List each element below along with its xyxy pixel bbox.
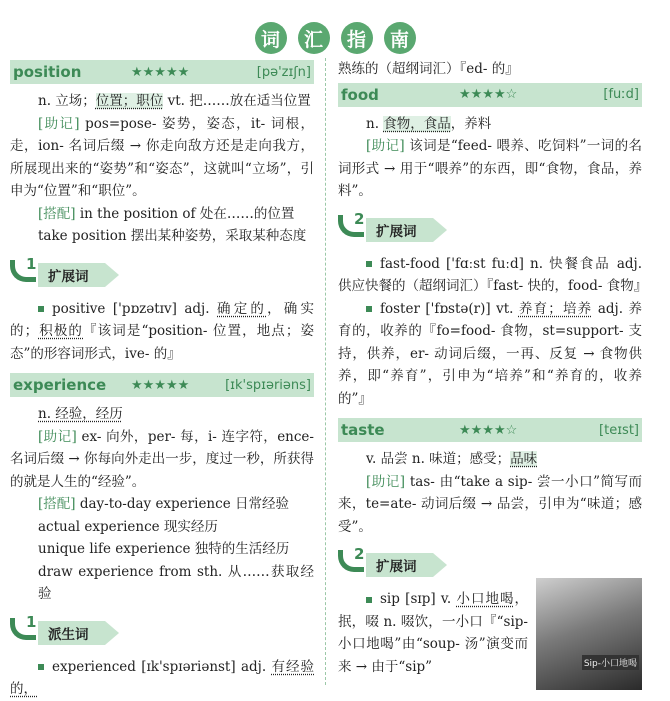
note-text: ex- 向外，per- 每，i- 连字符，ence- 名词后缀 → 你每向外走出一步，度过一秒，所获得的就是人生的“经验”。	[10, 428, 314, 490]
mnemonic-note	[338, 471, 642, 539]
ext-text: ，确实的；	[10, 300, 315, 339]
ext-number: 2	[354, 545, 365, 563]
bullet-icon	[38, 306, 44, 312]
phonetic: [ɪk'spɪəriəns]	[225, 377, 311, 393]
bullet-icon	[366, 306, 372, 312]
column-divider	[325, 58, 326, 685]
ext-text: 『该词是“position- 位置，地点；姿态”的形容词形式，ive- 的』	[10, 323, 315, 362]
collocation	[10, 203, 314, 226]
note-tag: [助记]	[366, 473, 406, 490]
note-tag: [助记]	[366, 138, 405, 154]
extension-entry	[10, 298, 314, 366]
derivative-header	[10, 612, 314, 646]
def-text: ，养料	[450, 115, 492, 132]
ext-label: 扩展词	[38, 263, 105, 287]
carried-text: 熟练的（超纲词汇）『ed- 的』	[338, 61, 519, 77]
title-char: 汇	[298, 22, 330, 54]
ext-text: adj. 养育的，收养的『fo=food- 食物，st=support- 支持，供养，er- 动词后缀，一再、反复 → 食物供养，即“养育”，引申为“培养”和“养育的，收养的”』	[338, 300, 643, 407]
frequency-stars: ★★★★☆	[459, 422, 518, 438]
deriv-number: 1	[26, 612, 37, 631]
entry-header-position	[10, 60, 314, 84]
extension-entry	[338, 588, 528, 678]
sip-photo	[536, 578, 642, 690]
def-highlight: 食物，食品	[383, 115, 451, 132]
ext-text: positive ['pɒzətɪv] adj.	[52, 300, 218, 317]
extension-header	[338, 209, 642, 243]
frequency-stars: ★★★★☆	[459, 87, 518, 102]
colloc-tag: [搭配]	[38, 496, 76, 512]
title-char: 指	[341, 22, 373, 54]
extension-header	[338, 545, 642, 578]
entry-header-experience	[10, 373, 314, 397]
ext-text: ，抿，啜 n. 啜饮，一小口『“sip- 小口地喝”由“soup- 汤”演变而来 → 由于“sip”	[338, 591, 528, 675]
note-tag: [助记]	[38, 115, 80, 132]
deriv-text: experienced [ɪk'spɪəriənst] adj.	[52, 658, 272, 675]
headword: experience	[13, 376, 107, 394]
phonetic: [teɪst]	[599, 422, 639, 438]
ext-highlight: 养育；培养	[518, 300, 593, 317]
def-text: v. 品尝 n. 味道；感受；	[366, 451, 511, 467]
colloc-tag: [搭配]	[38, 205, 76, 222]
def-text: n. 立场；	[38, 93, 96, 109]
collocation: draw experience from sth. 从……获取经验	[38, 563, 314, 602]
definition	[10, 403, 314, 426]
ext-text: foster ['fɒstə(r)] vt.	[380, 300, 519, 317]
colloc-text: in the position of 处在……的位置	[75, 205, 295, 222]
definition	[10, 90, 314, 113]
derivative-entry	[10, 656, 314, 701]
collocation: unique life experience 独特的生活经历	[38, 541, 290, 557]
definition	[338, 448, 642, 471]
def-text: n.	[366, 115, 384, 132]
deriv-highlight: 有经验的，	[10, 658, 314, 697]
ext-label: 扩展词	[366, 553, 433, 577]
photo-caption: Sip-小口地喝	[582, 655, 639, 670]
extension-header	[10, 254, 314, 288]
title-char: 词	[255, 22, 287, 54]
mnemonic-note	[338, 135, 642, 203]
ext-highlight: 积极的	[38, 323, 84, 339]
headword: taste	[341, 421, 385, 439]
title-char: 南	[384, 22, 416, 54]
section-title	[0, 22, 670, 54]
deriv-label: 派生词	[38, 621, 105, 645]
phonetic: [fuːd]	[603, 87, 639, 102]
extension-entry	[338, 253, 648, 298]
collocation: actual experience 现实经历	[38, 518, 218, 535]
right-column	[338, 58, 648, 678]
bullet-icon	[366, 261, 372, 267]
ext-label: 扩展词	[366, 218, 433, 242]
headword: position	[13, 63, 82, 81]
ext-number: 2	[354, 209, 365, 228]
extension-entry	[338, 298, 642, 411]
ext-number: 1	[26, 254, 37, 273]
note-text: tas- 由“take a sip- 尝一小口”简写而来，te=ate- 动词后缀 → 品尝，引申为“味道；感受”。	[338, 473, 642, 535]
note-text: 该词是“feed- 喂养、吃饲料”一词的名词形式 → 用于“喂养”的东西，即“食物，食品，养料”。	[338, 138, 642, 199]
bullet-icon	[38, 664, 44, 670]
ext-text: fast-food ['fɑːst fuːd] n. 快餐食品 adj. 供应快餐的（超纲词汇）『fast- 快的，food- 食物』	[338, 255, 648, 294]
collocation: take position 摆出某种姿势，采取某种态度	[38, 228, 307, 244]
def-highlight: 品味	[510, 451, 538, 467]
ext-text: sip [sɪp] v.	[380, 591, 457, 607]
headword: food	[341, 85, 379, 104]
phonetic: [pə'zɪʃn]	[256, 64, 311, 80]
mnemonic-note	[10, 426, 314, 494]
definition	[338, 113, 642, 136]
entry-header-food	[338, 83, 642, 107]
def-text: vt. 把……放在适当位置	[163, 93, 311, 109]
bullet-icon	[366, 597, 372, 603]
frequency-stars: ★★★★★	[131, 377, 190, 393]
note-text: pos=pose- 姿势，姿态，it- 词根，走，ion- 名词后缀 → 你走向敌方还是走向我方，所展现出来的“姿势”和“姿态”，这就叫“立场”，引申为“位置”和“职位”。	[10, 115, 314, 199]
left-column	[10, 58, 314, 701]
mnemonic-note	[10, 113, 314, 203]
ext-highlight: 确定的	[217, 300, 268, 317]
collocation	[10, 493, 314, 516]
ext-highlight: 小口地喝	[456, 591, 515, 607]
def-highlight: 位置；职位	[95, 93, 164, 109]
frequency-stars: ★★★★★	[131, 64, 190, 80]
def-text: n. 经验，经历	[38, 406, 123, 422]
entry-header-taste	[338, 418, 642, 442]
colloc-text: day-to-day experience 日常经验	[75, 496, 289, 512]
note-tag: [助记]	[38, 428, 77, 445]
